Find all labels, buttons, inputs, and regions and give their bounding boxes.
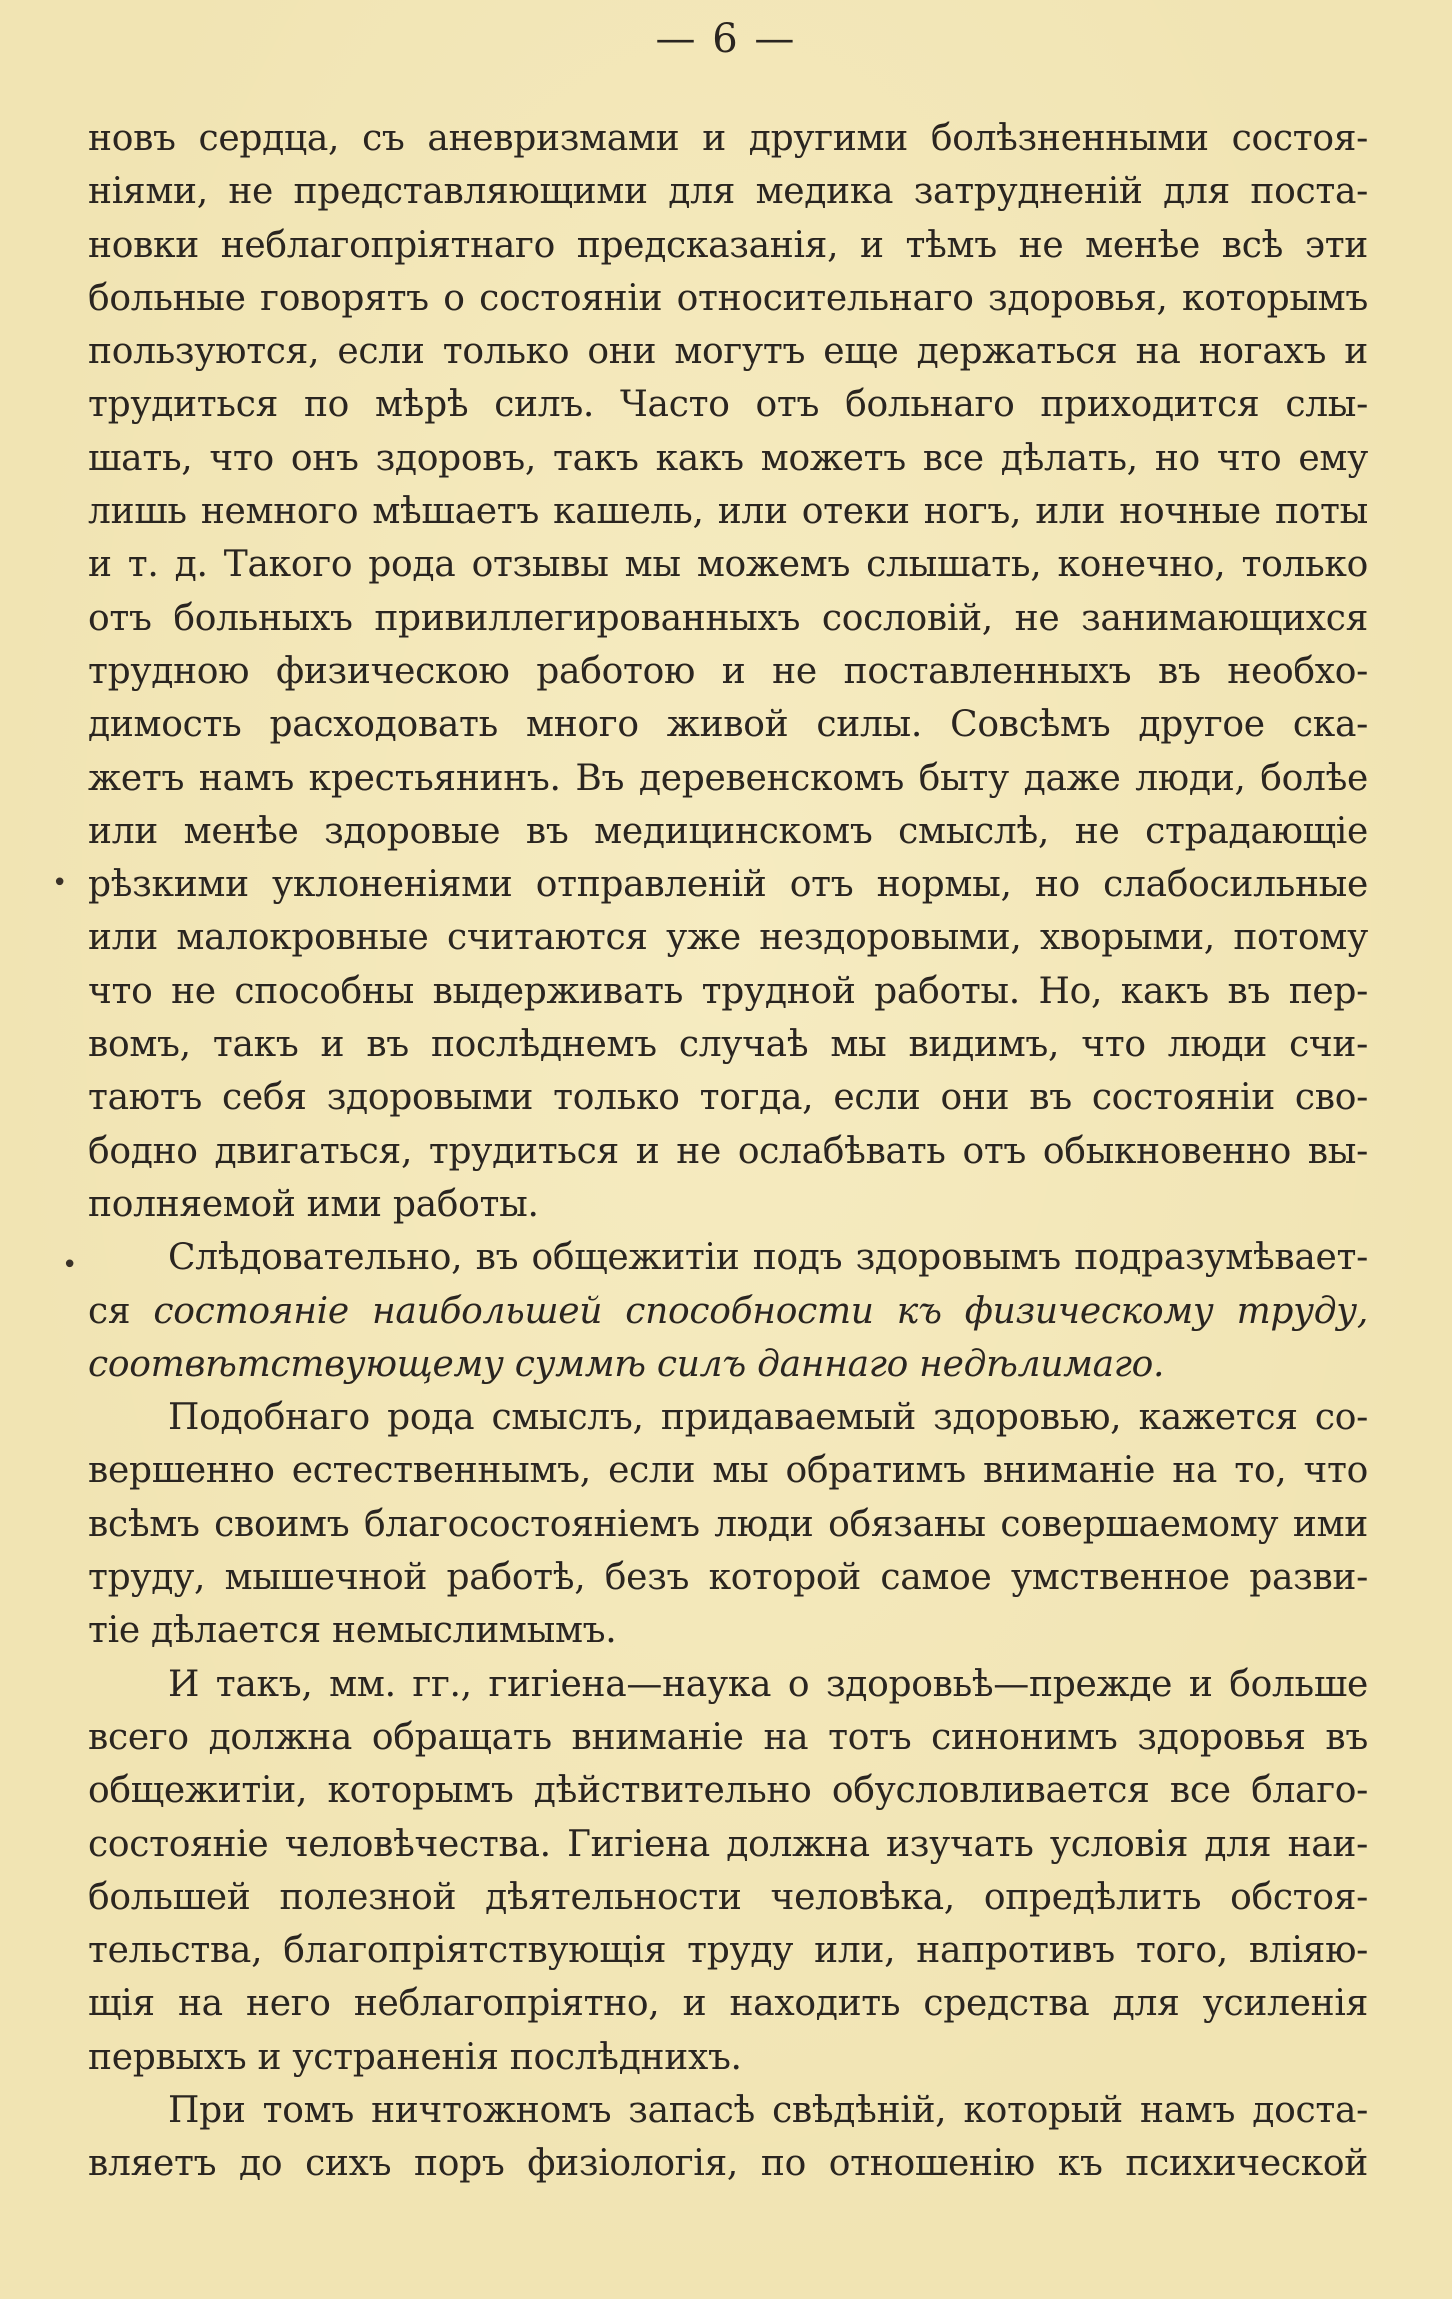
text-line: или менѣе здоровые въ медицинскомъ смыслѣ, не страдающіе	[88, 810, 1368, 852]
text-line: большей полезной дѣятельности человѣка, опредѣлить обстоя-	[88, 1876, 1368, 1918]
text-line: тельства, благопріятствующія труду или, напротивъ того, вліяю-	[88, 1930, 1368, 1972]
margin-mark: •	[52, 868, 68, 898]
page-number: — 6 —	[655, 16, 797, 62]
text-line: пользуются, если только они могутъ еще держаться на ногахъ и	[88, 331, 1368, 373]
text-line: вершенно естественнымъ, если мы обратимъ вниманіе на то, что	[88, 1450, 1368, 1492]
text-plain: ся	[88, 1290, 154, 1332]
text-line: При томъ ничтожномъ запасѣ свѣдѣній, который намъ доста-	[168, 2089, 1368, 2131]
text-line: что не способны выдерживать трудной работы. Но, какъ въ пер-	[88, 970, 1368, 1012]
text-line: щія на него неблагопріятно, и находить средства для усиленія	[88, 1983, 1368, 2025]
text-line: первыхъ и устраненія послѣднихъ.	[88, 2036, 742, 2078]
text-line: новки неблагопріятнаго предсказанія, и тѣмъ не менѣе всѣ эти	[88, 224, 1368, 266]
text-line	[88, 1285, 1368, 1338]
text-line: Подобнаго рода смыслъ, придаваемый здоровью, кажется со-	[168, 1397, 1368, 1439]
text-line: полняемой ими работы.	[88, 1183, 539, 1225]
text-italic: состояніе наибольшей способности къ физическому труду,	[153, 1290, 1368, 1332]
text-line: всѣмъ своимъ благосостояніемъ люди обязаны совершаемому ими	[88, 1503, 1368, 1545]
text-line: рѣзкими уклоненіями отправленій отъ нормы, но слабосильные	[88, 864, 1368, 906]
text-line: соотвѣтствующему суммѣ силъ даннаго недѣлимаго.	[88, 1343, 1165, 1385]
text-line: отъ больныхъ привиллегированныхъ сословій, не занимающихся	[88, 597, 1368, 639]
text-line: трудною физическою работою и не поставленныхъ въ необхо-	[88, 650, 1368, 692]
text-line: новъ сердца, съ аневризмами и другими болѣзненными состоя-	[88, 118, 1368, 159]
text-line: таютъ себя здоровыми только тогда, если они въ состояніи сво-	[88, 1077, 1368, 1119]
text-line: жетъ намъ крестьянинъ. Въ деревенскомъ быту даже люди, болѣе	[88, 757, 1368, 799]
text-line: и т. д. Такого рода отзывы мы можемъ слышать, конечно, только	[88, 544, 1368, 586]
margin-mark: •	[62, 1250, 78, 1280]
text-line: шать, что онъ здоровъ, такъ какъ можетъ все дѣлать, но что ему	[88, 437, 1368, 479]
text-line: ніями, не представляющими для медика затрудненій для поста-	[88, 171, 1368, 213]
text-line: всего должна обращать вниманіе на тотъ синонимъ здоровья въ	[88, 1716, 1368, 1758]
text-line: бодно двигаться, трудиться и не ослабѣвать отъ обыкновенно вы-	[88, 1130, 1368, 1172]
text-line: Слѣдовательно, въ общежитіи подъ здоровымъ подразумѣвает-	[168, 1237, 1368, 1279]
text-line: вомъ, такъ и въ послѣднемъ случаѣ мы видимъ, что люди счи-	[88, 1024, 1368, 1066]
body-text	[88, 112, 1368, 2191]
text-line: димость расходовать много живой силы. Совсѣмъ другое ска-	[88, 704, 1368, 746]
text-line: трудиться по мѣрѣ силъ. Часто отъ больнаго приходится слы-	[88, 384, 1368, 426]
text-line: или малокровные считаются уже нездоровыми, хворыми, потому	[88, 917, 1368, 959]
text-line: вляетъ до сихъ поръ физіологія, по отношенію къ психической	[88, 2143, 1368, 2185]
text-line: лишь немного мѣшаетъ кашель, или отеки ногъ, или ночные поты	[88, 491, 1368, 533]
text-line: состояніе человѣчества. Гигіена должна изучать условія для наи-	[88, 1823, 1368, 1865]
text-line: тіе дѣлается немыслимымъ.	[88, 1610, 617, 1652]
text-line: больные говорятъ о состояніи относительнаго здоровья, которымъ	[88, 277, 1368, 319]
text-line: общежитіи, которымъ дѣйствительно обусловливается все благо-	[88, 1770, 1368, 1812]
text-line: труду, мышечной работѣ, безъ которой самое умственное разви-	[88, 1557, 1368, 1599]
text-line: И такъ, мм. гг., гигіена—наука о здоровьѣ—прежде и больше	[168, 1663, 1368, 1705]
